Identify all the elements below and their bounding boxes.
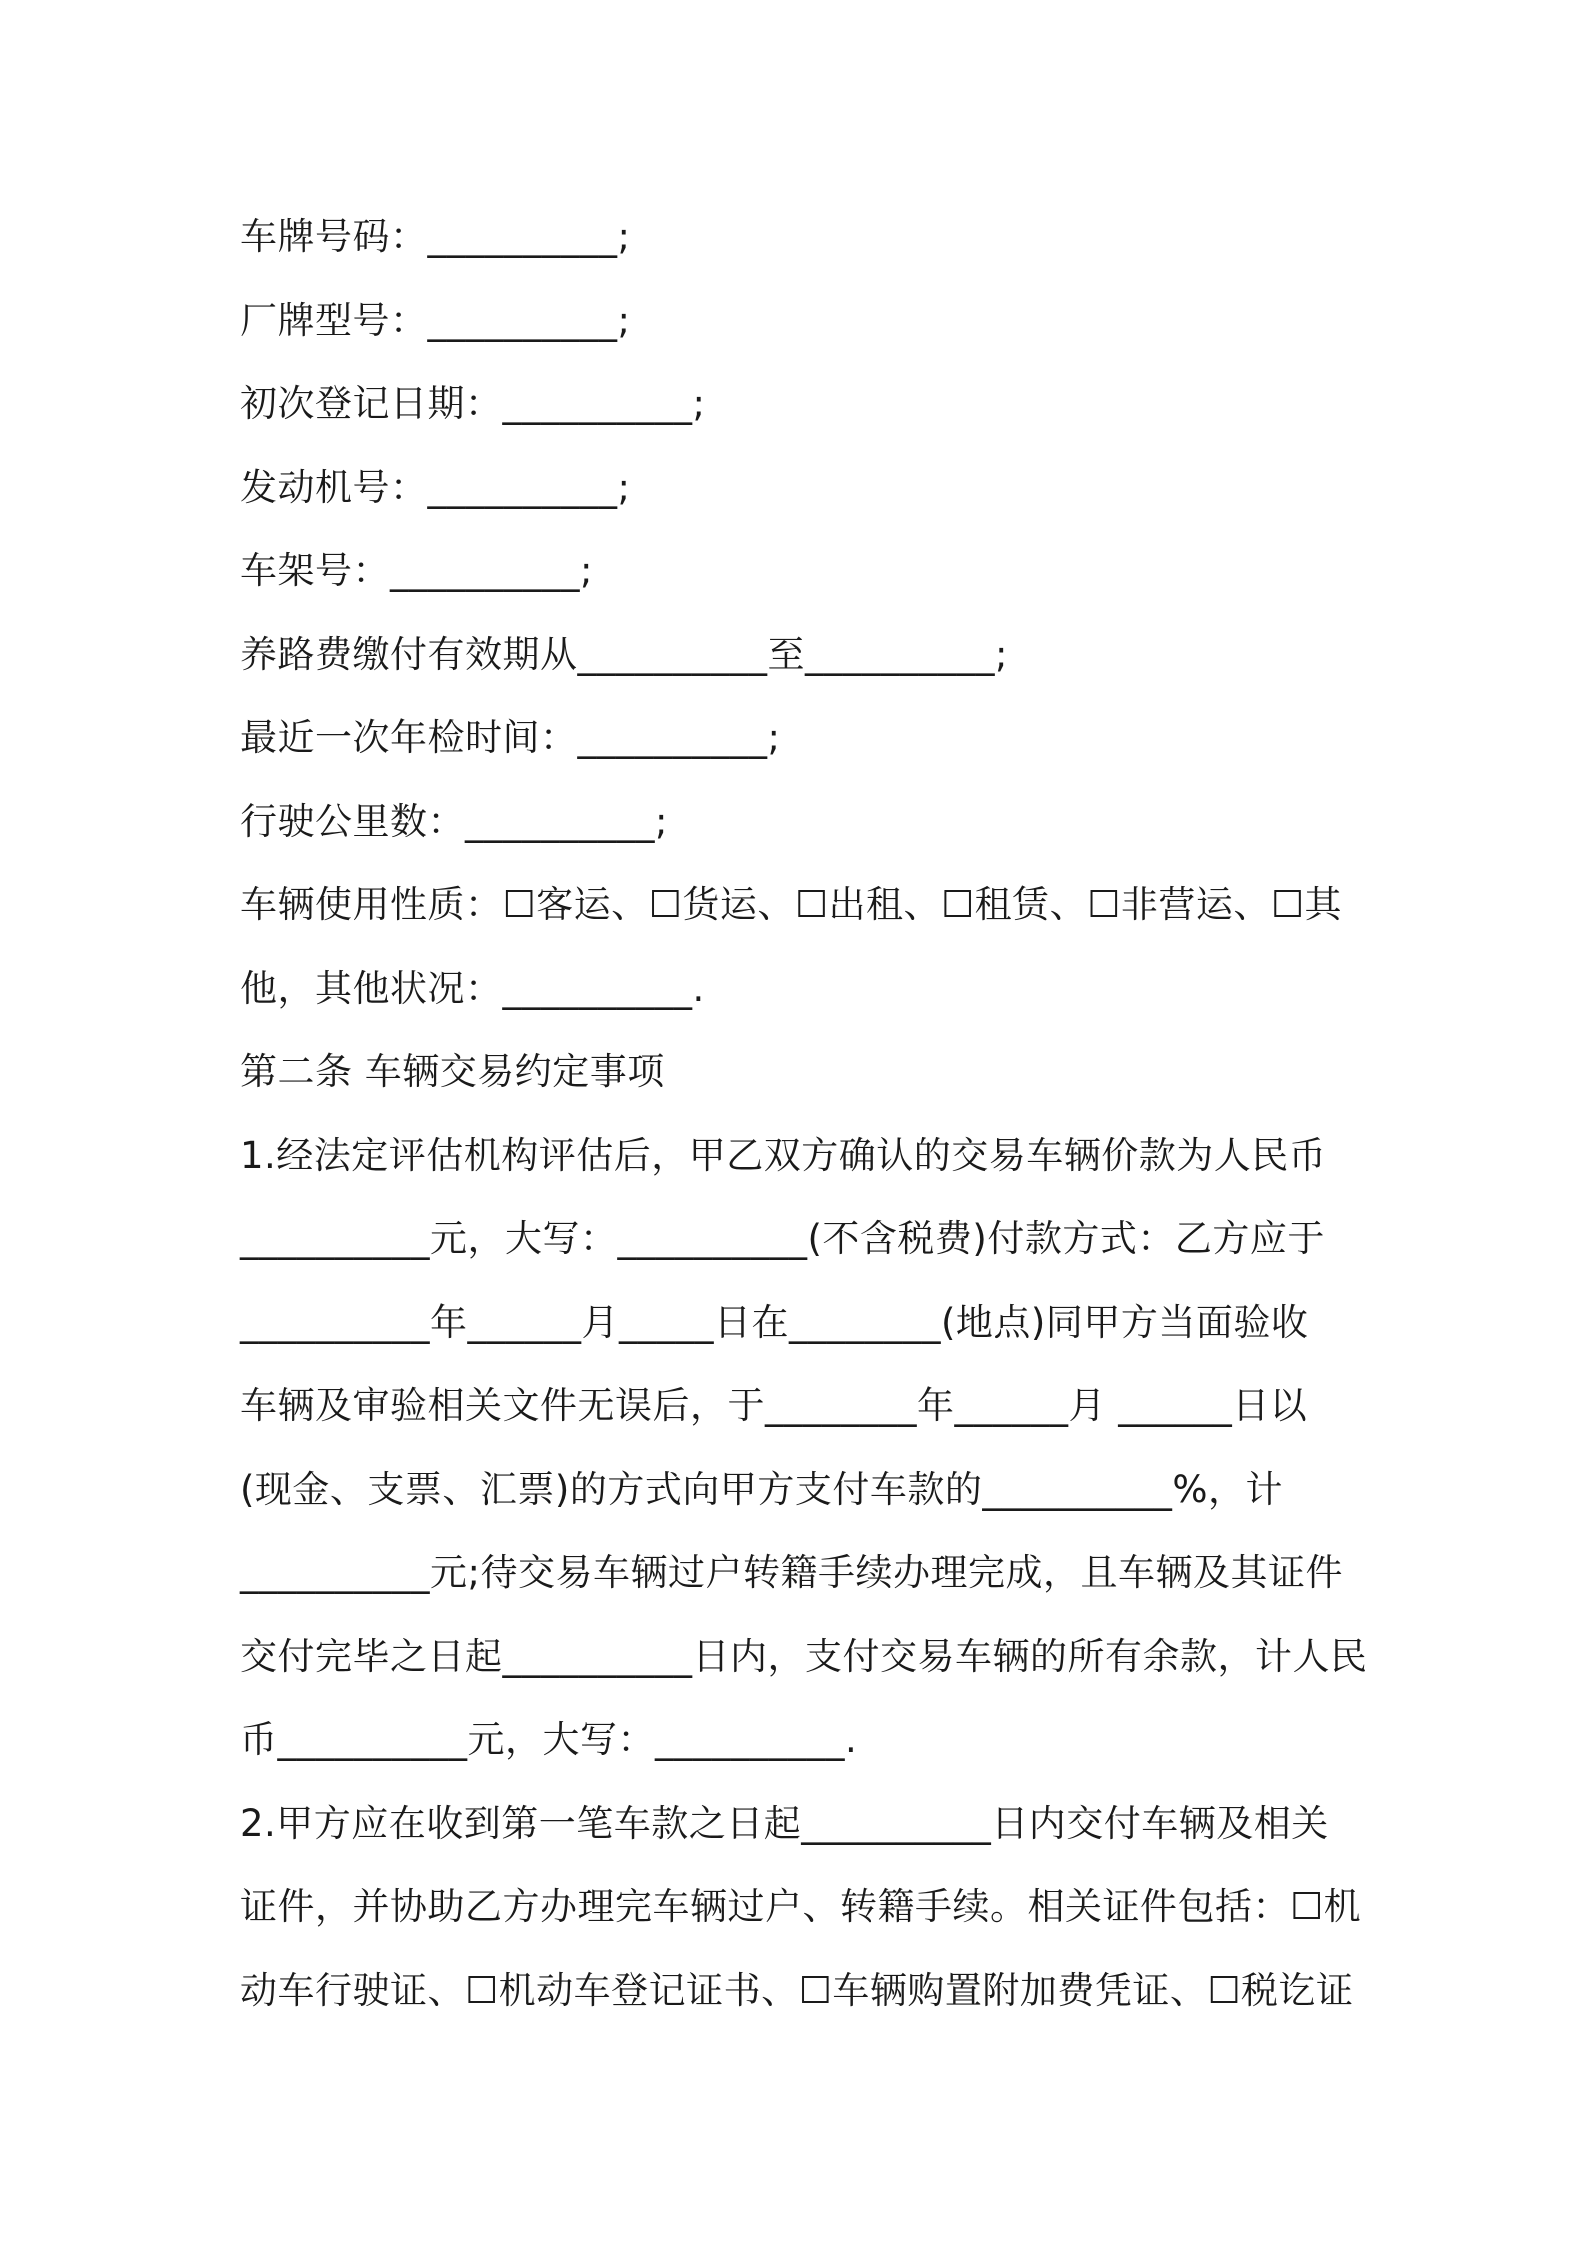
clause-1-line-8: 币__________元，大写：__________. bbox=[240, 1718, 858, 1761]
field-engine-number: 发动机号：__________; bbox=[240, 465, 631, 509]
clause-1-line-6: __________元;待交易车辆过户转籍手续办理完成，且车辆及其证件 bbox=[240, 1551, 1343, 1594]
section-heading-article-2: 第二条 车辆交易约定事项 bbox=[240, 1050, 665, 1093]
field-frame-number: 车架号：__________; bbox=[240, 549, 593, 592]
field-other-status: 他，其他状况：__________. bbox=[240, 966, 705, 1010]
clause-2-line-3: 动车行驶证、☐机动车登记证书、☐车辆购置附加费凭证、☐税讫证 bbox=[240, 1968, 1354, 2012]
field-first-registration-date: 初次登记日期：__________; bbox=[240, 382, 706, 425]
clause-1-line-3: __________年______月_____日在________(地点)同甲方当面验收 bbox=[240, 1300, 1309, 1344]
clause-1-line-5: (现金、支票、汇票)的方式向甲方支付车款的__________%，计 bbox=[240, 1467, 1284, 1511]
contract-text bbox=[240, 195, 1368, 2032]
clause-1-line-2: __________元，大写：__________(不含税费)付款方式：乙方应于 bbox=[240, 1217, 1325, 1260]
field-last-inspection: 最近一次年检时间：__________; bbox=[240, 716, 781, 759]
field-brand-model: 厂牌型号：__________; bbox=[240, 298, 631, 342]
field-usage-type: 车辆使用性质：☐客运、☐货运、☐出租、☐租赁、☐非营运、☐其 bbox=[240, 883, 1343, 926]
clause-2-line-1: 2.甲方应在收到第一笔车款之日起__________日内交付车辆及相关 bbox=[240, 1801, 1329, 1845]
clause-1-line-1: 1.经法定评估机构评估后，甲乙双方确认的交易车辆价款为人民币 bbox=[240, 1133, 1327, 1177]
field-mileage: 行驶公里数：__________; bbox=[240, 799, 668, 843]
clause-2-line-2: 证件，并协助乙方办理完车辆过户、转籍手续。相关证件包括：☐机 bbox=[240, 1885, 1362, 1928]
field-plate-number: 车牌号码：__________; bbox=[240, 215, 631, 258]
clause-1-line-4: 车辆及审验相关文件无误后，于________年______月 ______日以 bbox=[240, 1384, 1308, 1427]
field-road-fee-validity: 养路费缴付有效期从__________至__________; bbox=[240, 632, 1008, 676]
clause-1-line-7: 交付完毕之日起__________日内，支付交易车辆的所有余款，计人民 bbox=[240, 1634, 1368, 1678]
